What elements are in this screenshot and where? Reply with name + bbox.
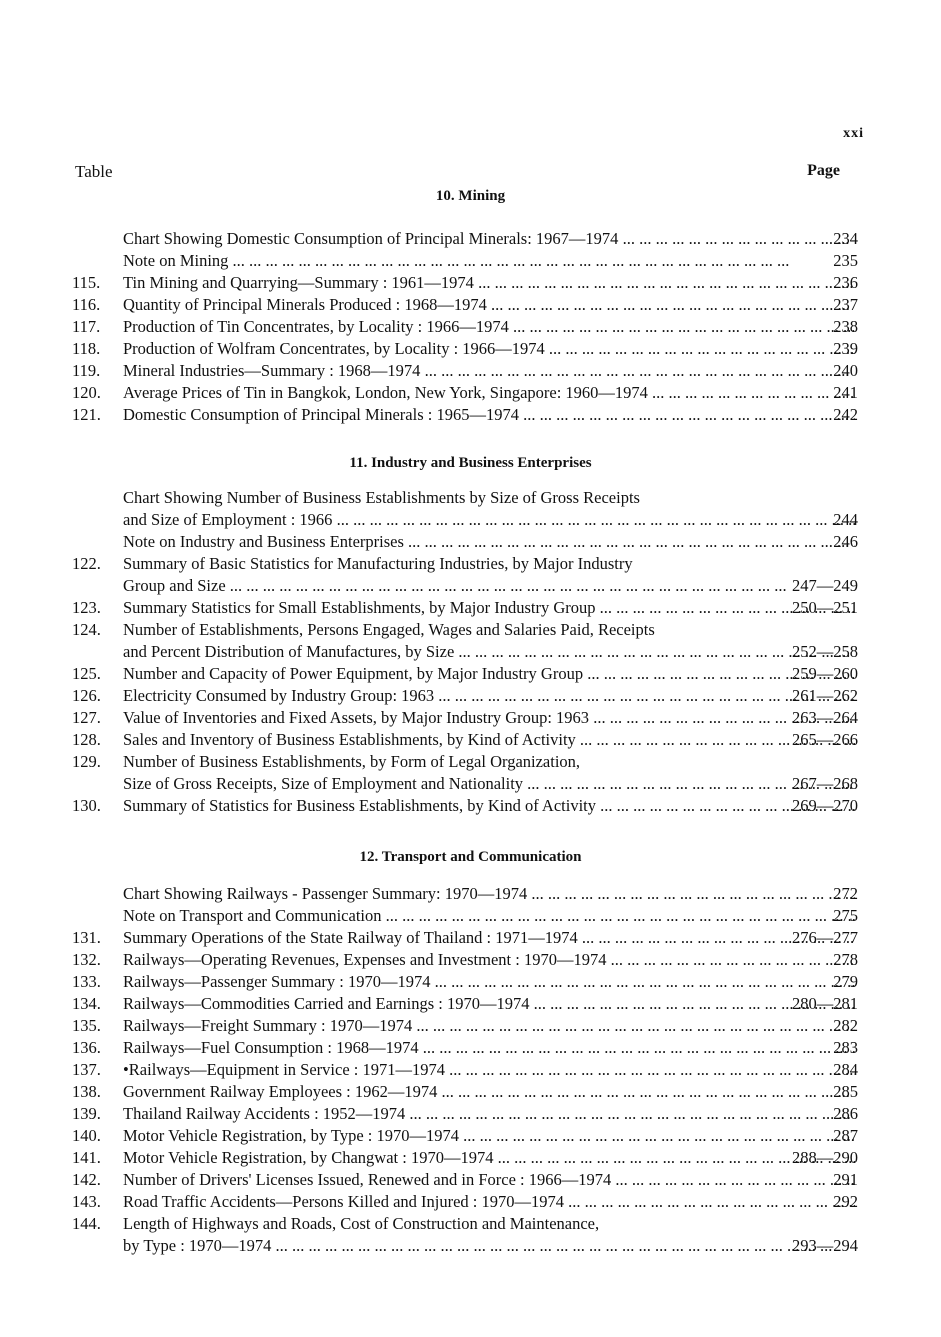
- toc-row: [0, 1126, 941, 1148]
- toc-row: [0, 1192, 941, 1214]
- table-title: Government Railway Employees : 1962—1974 ... .: [123, 1082, 855, 1102]
- page-reference: 240: [833, 361, 858, 380]
- page-reference: 269—270: [792, 796, 858, 815]
- table-number: 138.: [72, 1082, 101, 1101]
- table-title: Summary of Statistics for Business Establishments, by Kind of Activity ... .: [123, 796, 855, 816]
- table-title: Average Prices of Tin in Bangkok, London, New York, Singapore: 1960—1974 ... .: [123, 383, 855, 403]
- table-title: Electricity Consumed by Industry Group: 1963 ... .: [123, 686, 855, 706]
- page-reference: 246: [833, 532, 858, 551]
- section-title-industry: 11. Industry and Business Enterprises: [349, 455, 592, 471]
- page-reference: 241: [833, 383, 858, 402]
- toc-row: [0, 620, 941, 642]
- toc-row: [0, 554, 941, 576]
- toc-row: [0, 339, 941, 361]
- page-reference: 287: [833, 1126, 858, 1145]
- table-title: Motor Vehicle Registration, by Type : 1970—1974 ... .: [123, 1126, 855, 1146]
- toc-row: [0, 229, 941, 251]
- table-title: Summary of Basic Statistics for Manufacturing Industries, by Major Industry: [123, 554, 633, 573]
- table-title: Summary Operations of the State Railway of Thailand : 1971—1974 ... .: [123, 928, 855, 948]
- toc-row: [0, 972, 941, 994]
- section-title-mining: 10. Mining: [435, 188, 506, 204]
- page-reference: 263—264: [792, 708, 858, 727]
- page-reference: 265—266: [792, 730, 858, 749]
- table-title: Tin Mining and Quarrying—Summary : 1961—1974 ... .: [123, 273, 855, 293]
- table-title: Railways—Fuel Consumption : 1968—1974 ... .: [123, 1038, 855, 1058]
- toc-row: [0, 774, 941, 796]
- section-industry-entries: [0, 488, 941, 818]
- toc-row: [0, 730, 941, 752]
- table-number: 116.: [72, 295, 101, 314]
- table-title: Chart Showing Railways - Passenger Summary: 1970—1974 ... .: [123, 884, 855, 904]
- page-reference: 267—268: [792, 774, 858, 793]
- table-number: 119.: [72, 361, 101, 380]
- table-title: Note on Transport and Communication ... .: [123, 906, 855, 926]
- table-title: Production of Tin Concentrates, by Locality : 1966—1974 ... .: [123, 317, 855, 337]
- page-reference: 278: [833, 950, 858, 969]
- table-title: Production of Wolfram Concentrates, by Locality : 1966—1974 ... .: [123, 339, 855, 359]
- toc-row: [0, 317, 941, 339]
- table-title: Railways—Passenger Summary : 1970—1974 ... .: [123, 972, 855, 992]
- toc-row: [0, 1214, 941, 1236]
- table-title: Railways—Operating Revenues, Expenses and Investment : 1970—1974 ... .: [123, 950, 855, 970]
- table-title: Thailand Railway Accidents : 1952—1974 ... .: [123, 1104, 855, 1124]
- toc-row: [0, 796, 941, 818]
- page-reference: 276—277: [792, 928, 858, 947]
- table-title: Value of Inventories and Fixed Assets, by Major Industry Group: 1963 ... .: [123, 708, 855, 728]
- page-reference: 288—290: [792, 1148, 858, 1167]
- page-reference: 280—281: [792, 994, 858, 1013]
- toc-row: [0, 383, 941, 405]
- table-title: Size of Gross Receipts, Size of Employment and Nationality ... .: [123, 774, 855, 794]
- toc-row: [0, 752, 941, 774]
- page-reference: 235: [833, 251, 858, 270]
- table-number: 139.: [72, 1104, 101, 1123]
- table-title: Motor Vehicle Registration, by Changwat : 1970—1974 ... .: [123, 1148, 855, 1168]
- page-number: xxi: [843, 126, 864, 141]
- toc-row: [0, 273, 941, 295]
- toc-row: [0, 994, 941, 1016]
- table-number: 126.: [72, 686, 101, 705]
- toc-row: [0, 532, 941, 554]
- toc-row: [0, 1038, 941, 1060]
- toc-row: [0, 884, 941, 906]
- table-title: Mineral Industries—Summary : 1968—1974 ... .: [123, 361, 855, 381]
- table-number: 121.: [72, 405, 101, 424]
- table-number: 122.: [72, 554, 101, 573]
- page-reference: 247—249: [792, 576, 858, 595]
- toc-row: [0, 295, 941, 317]
- page-reference: 236: [833, 273, 858, 292]
- table-title: Group and Size ... .: [123, 576, 855, 596]
- toc-row: [0, 251, 941, 273]
- toc-row: [0, 510, 941, 532]
- table-number: 143.: [72, 1192, 101, 1211]
- table-number: 123.: [72, 598, 101, 617]
- page-reference: 244: [833, 510, 858, 529]
- toc-row: [0, 405, 941, 427]
- table-number: 128.: [72, 730, 101, 749]
- toc-row: [0, 488, 941, 510]
- table-number: 120.: [72, 383, 101, 402]
- table-title: Railways—Commodities Carried and Earnings : 1970—1974 ... .: [123, 994, 855, 1014]
- page-reference: 291: [833, 1170, 858, 1189]
- table-column-header: Table: [75, 162, 113, 181]
- table-number: 141.: [72, 1148, 101, 1167]
- table-title: Summary Statistics for Small Establishments, by Major Industry Group ... .: [123, 598, 855, 618]
- toc-row: [0, 906, 941, 928]
- page-reference: 237: [833, 295, 858, 314]
- table-number: 135.: [72, 1016, 101, 1035]
- table-title: and Size of Employment : 1966 ... .: [123, 510, 855, 530]
- toc-row: [0, 1082, 941, 1104]
- toc-row: [0, 642, 941, 664]
- table-title: Chart Showing Number of Business Establishments by Size of Gross Receipts: [123, 488, 640, 507]
- page-reference: 238: [833, 317, 858, 336]
- page-reference: 261—262: [792, 686, 858, 705]
- table-title: •Railways—Equipment in Service : 1971—1974 ... .: [123, 1060, 855, 1080]
- page-reference: 286: [833, 1104, 858, 1123]
- page-reference: 279: [833, 972, 858, 991]
- table-number: 127.: [72, 708, 101, 727]
- table-number: 142.: [72, 1170, 101, 1189]
- table-title: Note on Mining ... .: [123, 251, 855, 271]
- toc-row: [0, 361, 941, 383]
- section-transport-entries: [0, 884, 941, 1258]
- table-number: 134.: [72, 994, 101, 1013]
- table-title: Quantity of Principal Minerals Produced : 1968—1974 ... .: [123, 295, 855, 315]
- page-reference: 284: [833, 1060, 858, 1079]
- table-title: Railways—Freight Summary : 1970—1974 ... .: [123, 1016, 855, 1036]
- table-number: 144.: [72, 1214, 101, 1233]
- toc-row: [0, 576, 941, 598]
- section-mining-entries: [0, 229, 941, 427]
- table-number: 136.: [72, 1038, 101, 1057]
- table-title: by Type : 1970—1974 ... .: [123, 1236, 855, 1256]
- table-number: 125.: [72, 664, 101, 683]
- toc-row: [0, 1016, 941, 1038]
- table-number: 124.: [72, 620, 101, 639]
- page-reference: 239: [833, 339, 858, 358]
- toc-row: [0, 928, 941, 950]
- page-reference: 285: [833, 1082, 858, 1101]
- table-number: 140.: [72, 1126, 101, 1145]
- table-title: Road Traffic Accidents—Persons Killed and Injured : 1970—1974 ... .: [123, 1192, 855, 1212]
- table-title: Note on Industry and Business Enterprises ... .: [123, 532, 855, 552]
- table-title: Domestic Consumption of Principal Minerals : 1965—1974 ... .: [123, 405, 855, 425]
- section-title-transport: 12. Transport and Communication: [359, 849, 582, 865]
- page-reference: 234: [833, 229, 858, 248]
- table-title: Chart Showing Domestic Consumption of Principal Minerals: 1967—1974 ... .: [123, 229, 855, 249]
- toc-row: [0, 1060, 941, 1082]
- page-reference: 292: [833, 1192, 858, 1211]
- toc-row: [0, 950, 941, 972]
- table-number: 133.: [72, 972, 101, 991]
- page-reference: 283: [833, 1038, 858, 1057]
- toc-row: [0, 708, 941, 730]
- page-reference: 252—258: [792, 642, 858, 661]
- toc-row: [0, 598, 941, 620]
- table-title: Number of Business Establishments, by Form of Legal Organization,: [123, 752, 581, 771]
- page-reference: 259—260: [792, 664, 858, 683]
- table-title: Length of Highways and Roads, Cost of Construction and Maintenance,: [123, 1214, 600, 1233]
- page-reference: 282: [833, 1016, 858, 1035]
- table-title: Number of Drivers' Licenses Issued, Renewed and in Force : 1966—1974 ... .: [123, 1170, 855, 1190]
- table-title: Number and Capacity of Power Equipment, by Major Industry Group ... .: [123, 664, 855, 684]
- table-number: 130.: [72, 796, 101, 815]
- table-number: 117.: [72, 317, 101, 336]
- table-title: Sales and Inventory of Business Establishments, by Kind of Activity ... .: [123, 730, 855, 750]
- table-number: 132.: [72, 950, 101, 969]
- toc-row: [0, 1104, 941, 1126]
- table-number: 115.: [72, 273, 101, 292]
- table-number: 129.: [72, 752, 101, 771]
- page-reference: 242: [833, 405, 858, 424]
- table-title: and Percent Distribution of Manufactures, by Size ... .: [123, 642, 855, 662]
- toc-row: [0, 664, 941, 686]
- table-title: Number of Establishments, Persons Engaged, Wages and Salaries Paid, Receipts: [123, 620, 655, 639]
- page-reference: 250—251: [792, 598, 858, 617]
- page-reference: 272: [833, 884, 858, 903]
- toc-row: [0, 1170, 941, 1192]
- toc-row: [0, 1148, 941, 1170]
- page-column-header: Page: [807, 162, 840, 179]
- page-reference: 275: [833, 906, 858, 925]
- page-reference: 293—294: [792, 1236, 858, 1255]
- table-number: 118.: [72, 339, 101, 358]
- table-number: 131.: [72, 928, 101, 947]
- table-number: 137.: [72, 1060, 101, 1079]
- toc-row: [0, 686, 941, 708]
- toc-row: [0, 1236, 941, 1258]
